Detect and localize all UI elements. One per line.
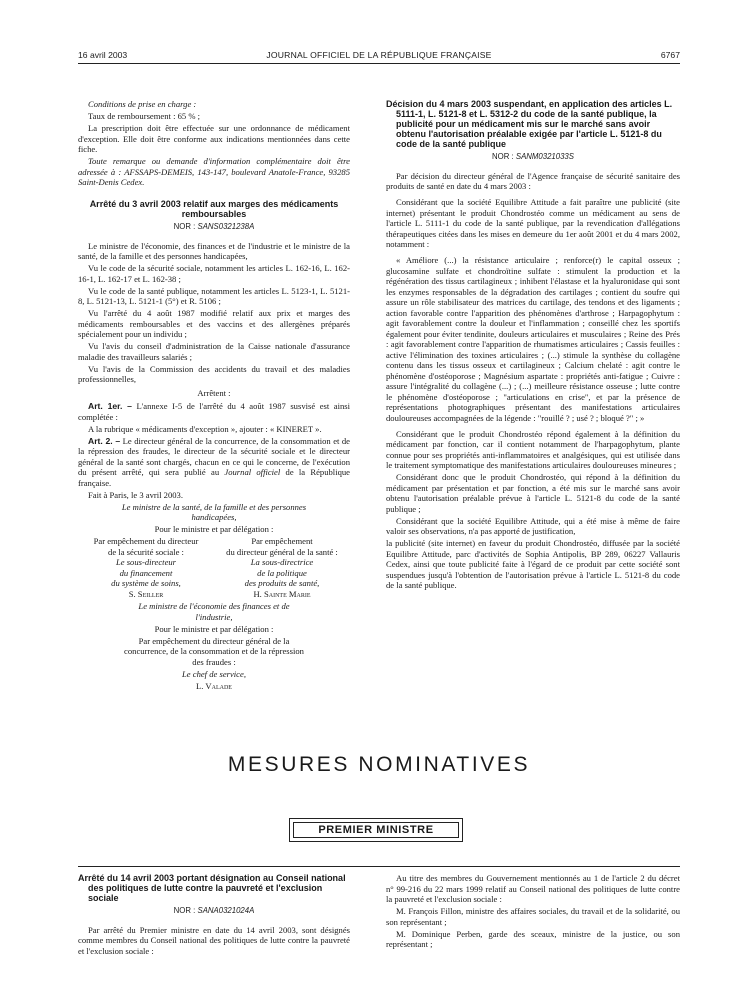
membre-item: M. François Fillon, ministre des affaires sociales, du travail et de la solidarité, ou son représentant ;: [386, 906, 680, 927]
sig-line: La sous-directrice: [250, 557, 314, 567]
sig-line: Par empêchement: [251, 536, 313, 546]
decision-nor: [386, 152, 680, 163]
pour-ministre-2: Pour le ministre et par délégation :: [154, 623, 274, 634]
right-column-bottom: [386, 873, 680, 951]
sig-line: des produits de santé,: [244, 578, 320, 588]
taux-remboursement: Taux de remboursement : 65 % ;: [88, 111, 201, 121]
visa-paragraph: Vu le code de la sécurité sociale, notamment les articles L. 162-16, L. 162-16-1, L. 162-17 et L. 162-38 ;: [78, 263, 350, 284]
visa-paragraph: Vu l'avis du conseil d'administration de la Caisse nationale d'assurance maladie des travailleurs salariés ;: [78, 341, 350, 362]
nor-code: SANM0321033S: [515, 152, 574, 161]
sig-line: de la politique: [257, 567, 307, 578]
left-column-top: [78, 99, 350, 693]
signatory-name: H. Sainte Marie: [253, 588, 311, 599]
sig-line: de la sécurité sociale :: [108, 546, 184, 557]
membres-paragraph: Au titre des membres du Gouvernement mentionnés au 1 de l'article 2 du décret n° 99-216 du 22 mars 1999 relatif au Conseil national des politiques de lutte contre la pauvreté et l'exclusion sociale :: [386, 873, 680, 904]
decision-paragraph: Considérant que la société Equilibre Attitude, qui a été mise à même de faire valoir ses observations, n'a pas apporté de justification,: [386, 515, 680, 536]
nor-label: NOR :: [492, 152, 514, 161]
visa-paragraph: Le ministre de l'économie, des finances et de l'industrie et le ministre de la santé, de la famille et des personnes handicapées,: [78, 240, 350, 261]
arrete-conseil-title: Arrêté du 14 avril 2003 portant désignation au Conseil national des politiques de lutte contre la pauvreté et l'exclusion sociale: [78, 873, 346, 903]
article-2: [78, 436, 350, 489]
header-rule: [78, 63, 680, 64]
visa-paragraph: Vu le code de la santé publique, notamment les articles L. 5123-1, L. 5121-8, L. 5121-13, L. 5121-1 (5°) et R. 5106 ;: [78, 285, 350, 306]
article-2-end: de la République française.: [78, 467, 350, 488]
conditions-label: Conditions de prise en charge :: [88, 99, 197, 109]
decision-paragraph: Considérant que le produit Chondrostéo répond également à la définition du médicament par fonction, car il contient notamment de l'harpagophytum, plante connue pour ses propriétés anti-inflammatoires et analgésiques, qui est utilisée dans le traitement symptomatique des manifestations articulaires douloureuses mineures ;: [386, 428, 680, 470]
article-2-text: Le directeur général de la concurrence, de la consommation et de la répression des fraudes, le directeur de la sécurité sociale et le directeur général de la santé sont chargés, chacun en ce qui le concerne, de l'exécution du présent arrêté, qui sera publié au: [78, 435, 350, 477]
journal-officiel-ref: Journal officiel: [224, 467, 281, 477]
sig-line: du financement: [119, 567, 173, 578]
sig-line: du directeur général de la santé :: [226, 546, 338, 557]
ministre-sante: Le ministre de la santé, de la famille et des personnes handicapées,: [121, 501, 307, 522]
nor-label: NOR :: [173, 222, 196, 231]
article-2-label: Art. 2. –: [88, 435, 121, 446]
header-journal-title: JOURNAL OFFICIEL DE LA RÉPUBLIQUE FRANÇAISE: [266, 50, 492, 60]
header-date: 16 avril 2003: [78, 50, 128, 60]
par-empechement: Par empêchement du directeur général de la concurrence, de la consommation et de la répression des fraudes :: [124, 635, 304, 667]
signatory-valade: L. Valade: [196, 680, 232, 691]
decision-title: Décision du 4 mars 2003 suspendant, en application des articles L. 5111-1, L. 5121-8 et L. 5312-2 du code de la santé publique, la publicité pour un médicament mis sur le marché sans avoir obtenu l'autorisation préalable exigée par l'article L. 5121-8 du code de la santé publique: [386, 99, 673, 149]
arrete-conseil-paragraph: Par arrêté du Premier ministre en date du 14 avril 2003, sont désignés comme membres du Conseil national des politiques de lutte contre la pauvreté et l'exclusion sociale :: [78, 924, 350, 956]
signature-left: [78, 536, 214, 599]
arrete-conseil-nor: [78, 906, 350, 917]
arrete-marges-nor: [78, 222, 350, 233]
membre-item: M. Dominique Perben, garde des sceaux, ministre de la justice, ou son représentant ;: [386, 928, 680, 949]
header-page-number: 6767: [660, 50, 680, 60]
remarque-text: Toute remarque ou demande d'information complémentaire doit être adressée à : AFSSAPS-DEMEIS, 143-147, boulevard Anatole-France, 93285 Saint-Denis Cedex.: [78, 156, 350, 187]
ministry-box: [289, 818, 463, 842]
signature-block: [78, 536, 350, 599]
visa-paragraph: Vu l'avis de la Commission des accidents du travail et des maladies professionnelles,: [78, 363, 350, 384]
chef-service: Le chef de service,: [182, 668, 246, 679]
decision-conclusion: la publicité (site internet) en faveur du produit Chondrostéo, diffusée par la société Equilibre Attitude, parc d'activités de Sophia Antipolis, BP 289, 06227 Vallauris Cedex, ainsi que toute publicité faite à l'égard de ce produit par cette société sont suspendues jusqu'à l'obtention de l'autorisation prévue à l'article L. 5121-8 du code de la santé publique.: [386, 538, 680, 590]
sig-line: du système de soins,: [111, 578, 181, 588]
section-title: MESURES NOMINATIVES: [227, 753, 531, 776]
visa-paragraph: Vu l'arrêté du 4 août 1987 modifié relatif aux prix et marges des médicaments remboursables et des vaccins et des allergènes préparés spécialement pour un individu ;: [78, 308, 350, 339]
section-rule: [78, 866, 680, 867]
fait-a-paris: Fait à Paris, le 3 avril 2003.: [88, 489, 183, 500]
article-1: [78, 401, 350, 422]
prescription-text: La prescription doit être effectuée sur une ordonnance de médicament d'exception. Elle doit être conforme aux indications mentionnées dans cette fiche.: [78, 123, 350, 154]
sig-line: Par empêchement du directeur: [93, 536, 199, 546]
decision-paragraph: Considérant donc que le produit Chondrostéo, qui répond à la définition du médicament par présentation et par fonction, a été mis sur le marché sans avoir obtenu l'autorisation préalable prévue à l'article L. 5121-8 du code de la santé publique ;: [386, 472, 680, 514]
running-header: [78, 50, 680, 62]
decision-paragraph: Par décision du directeur général de l'Agence française de sécurité sanitaire des produits de santé en date du 4 mars 2003 :: [386, 170, 680, 191]
nor-code: SANA0321024A: [197, 906, 255, 915]
decision-quote: « Améliore (...) la résistance articulaire ; renforce(r) le capital osseux ; glucosamine sulfate et chondroïtine sulfate : stimulent la production et la régénération des tissus cartilagineux ; inhibent l'élastase et la hyaluronidase qui sont les enzymes responsables de la dégradation des cartilages ; contient du soufre qui assure un rôle stabilisateur des matrices du cartilage, des tendons et des ligaments ; action favorable contre l'apparition des phénomènes d'arthrose ; Harpagophytum : agit favorablement contre la douleur et l'inflammation ; conseillé chez les sportifs également pour éviter tendinite, douleurs articulaires et musculaires ; Reine des Prés : agit favorablement contre l'apparition de rhumatismes articulaires ; Cassis feuilles : active l'élimination des toxines articulaires ; (...) stimule la synthèse du collagène contenu dans les tissus osseux et cartilagineux ; Calcium chelaté : agit contre le phénomène d'ostéoporose ; Magnésium aspartate : propriétés anti-fatigue ; Cuivre : assure l'intégralité du collagène (...) ; (...) meilleure résistance osseuse ; lutte contre le phénomène d'ostéoporose ; "articulations en crise", et par la présence de représentations photographiques présentant des manifestations articulaires douloureuses accompagnées de la légende : "rouillé ? ; usé ? ; bloqué ?" ; »: [386, 255, 680, 423]
right-column-top: [386, 99, 680, 592]
left-column-bottom: [78, 873, 350, 958]
ministre-economie: Le ministre de l'économie des finances et de l'industrie,: [138, 601, 290, 622]
article-1-label: Art. 1er. –: [88, 401, 132, 411]
arrete-marges-title: Arrêté du 3 avril 2003 relatif aux marges des médicaments remboursables: [89, 199, 339, 219]
arretent-label: Arrêtent :: [197, 387, 231, 398]
pour-ministre: Pour le ministre et par délégation :: [154, 524, 274, 534]
signatory-name: S. Seiller: [128, 588, 164, 599]
sig-line: Le sous-directeur: [115, 557, 177, 567]
ministry-label: PREMIER MINISTRE: [293, 822, 459, 838]
nor-label: NOR :: [173, 906, 196, 915]
article-1-text: L'annexe I-5 de l'arrêté du 4 août 1987 susvisé est ainsi complétée :: [78, 401, 350, 422]
rubrique-text: A la rubrique « médicaments d'exception », ajouter : « KINERET ».: [88, 423, 322, 434]
nor-code: SANS0321238A: [197, 222, 255, 231]
decision-paragraph: Considérant que la société Equilibre Attitude a fait paraître une publicité (site internet) présentant le produit Chondrostéo comme un médicament au sens de l'article L. 5111-1 du code de la santé publique, par la revendication d'allégations thérapeutiques citées dans les mises en demeure du 1er août 2001 et du 4 mars 2002, notamment :: [386, 197, 680, 249]
signature-right: [214, 536, 350, 599]
